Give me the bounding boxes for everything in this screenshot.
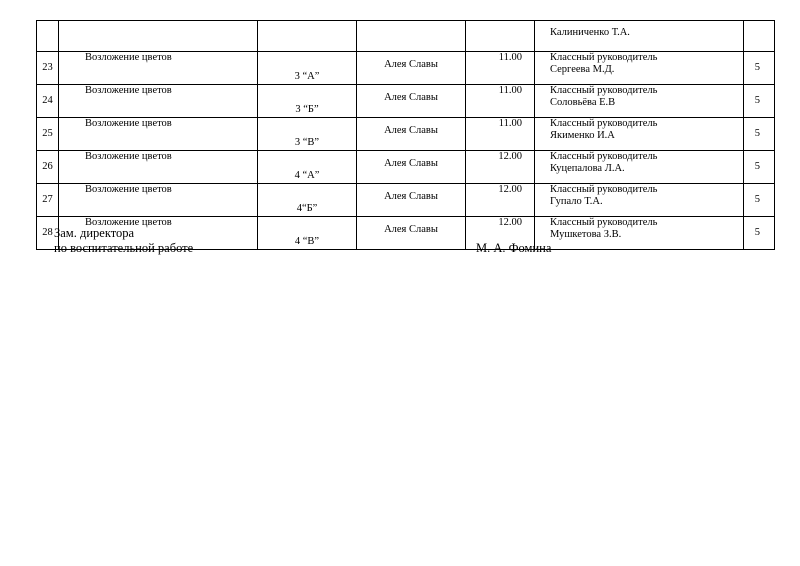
event-cell bbox=[59, 21, 258, 52]
class-name: 3 “В” bbox=[258, 118, 357, 151]
responsible-role: Классный руководитель bbox=[550, 184, 658, 195]
responsible-person: Мушкетова З.В. bbox=[550, 229, 622, 240]
place-cell bbox=[357, 21, 466, 52]
event-place: Алея Славы bbox=[357, 151, 466, 184]
responsible-role: Классный руководитель bbox=[550, 85, 658, 96]
row-number: 23 bbox=[37, 52, 59, 85]
event-place: Алея Славы bbox=[357, 217, 466, 250]
schedule-table bbox=[36, 20, 775, 250]
class-name: 3 “Б” bbox=[258, 85, 357, 118]
responsible-person: Калиниченко Т.А. bbox=[550, 27, 630, 38]
time-cell bbox=[466, 21, 535, 52]
responsible bbox=[535, 184, 744, 217]
event-name: Возложение цветов bbox=[59, 151, 258, 184]
responsible-person: Гупало Т.А. bbox=[550, 196, 603, 207]
responsible-cell bbox=[535, 21, 744, 52]
table-row bbox=[37, 151, 775, 184]
participant-count: 5 bbox=[744, 52, 775, 85]
signature-line-1: Зам. директора bbox=[54, 226, 135, 240]
participant-count: 5 bbox=[744, 184, 775, 217]
event-time: 12.00 bbox=[466, 217, 535, 250]
row-number: 28 bbox=[37, 217, 59, 250]
row-number: 25 bbox=[37, 118, 59, 151]
participant-count: 5 bbox=[744, 118, 775, 151]
table-row bbox=[37, 52, 775, 85]
class-name: 4 “А” bbox=[258, 151, 357, 184]
row-number: 26 bbox=[37, 151, 59, 184]
responsible-role: Классный руководитель bbox=[550, 217, 658, 228]
signature-name: М. А. Фомина bbox=[476, 241, 552, 255]
num-cell bbox=[37, 21, 59, 52]
responsible bbox=[535, 217, 744, 250]
responsible-role: Классный руководитель bbox=[550, 118, 658, 129]
responsible-role: Классный руководитель bbox=[550, 52, 658, 63]
event-place: Алея Славы bbox=[357, 118, 466, 151]
event-name: Возложение цветов bbox=[59, 52, 258, 85]
class-cell bbox=[258, 21, 357, 52]
count-cell bbox=[744, 21, 775, 52]
event-name: Возложение цветов bbox=[59, 118, 258, 151]
signature-title bbox=[54, 226, 193, 256]
responsible-person: Куцепалова Л.А. bbox=[550, 163, 625, 174]
participant-count: 5 bbox=[744, 85, 775, 118]
responsible bbox=[535, 52, 744, 85]
event-name: Возложение цветов bbox=[59, 184, 258, 217]
table-row bbox=[37, 118, 775, 151]
class-name: 3 “А” bbox=[258, 52, 357, 85]
responsible-person: Сергеева М.Д. bbox=[550, 64, 615, 75]
responsible bbox=[535, 151, 744, 184]
event-place: Алея Славы bbox=[357, 52, 466, 85]
responsible bbox=[535, 85, 744, 118]
event-time: 11.00 bbox=[466, 85, 535, 118]
event-place: Алея Славы bbox=[357, 184, 466, 217]
event-name: Возложение цветов bbox=[59, 217, 258, 250]
event-place: Алея Славы bbox=[357, 85, 466, 118]
participant-count: 5 bbox=[744, 151, 775, 184]
event-time: 11.00 bbox=[466, 118, 535, 151]
responsible bbox=[535, 118, 744, 151]
row-number: 24 bbox=[37, 85, 59, 118]
table-row bbox=[37, 85, 775, 118]
class-name: 4“Б” bbox=[258, 184, 357, 217]
responsible-role: Классный руководитель bbox=[550, 151, 658, 162]
continuation-row bbox=[37, 21, 775, 52]
event-time: 12.00 bbox=[466, 151, 535, 184]
event-time: 12.00 bbox=[466, 184, 535, 217]
event-time: 11.00 bbox=[466, 52, 535, 85]
signature-line-2: по воспитательной работе bbox=[54, 241, 194, 255]
participant-count: 5 bbox=[744, 217, 775, 250]
class-name: 4 “В” bbox=[258, 217, 357, 250]
row-number: 27 bbox=[37, 184, 59, 217]
responsible-person: Соловьёва Е.В bbox=[550, 97, 616, 108]
responsible-person: Якименко И.А bbox=[550, 130, 615, 141]
event-name: Возложение цветов bbox=[59, 85, 258, 118]
table-row bbox=[37, 184, 775, 217]
